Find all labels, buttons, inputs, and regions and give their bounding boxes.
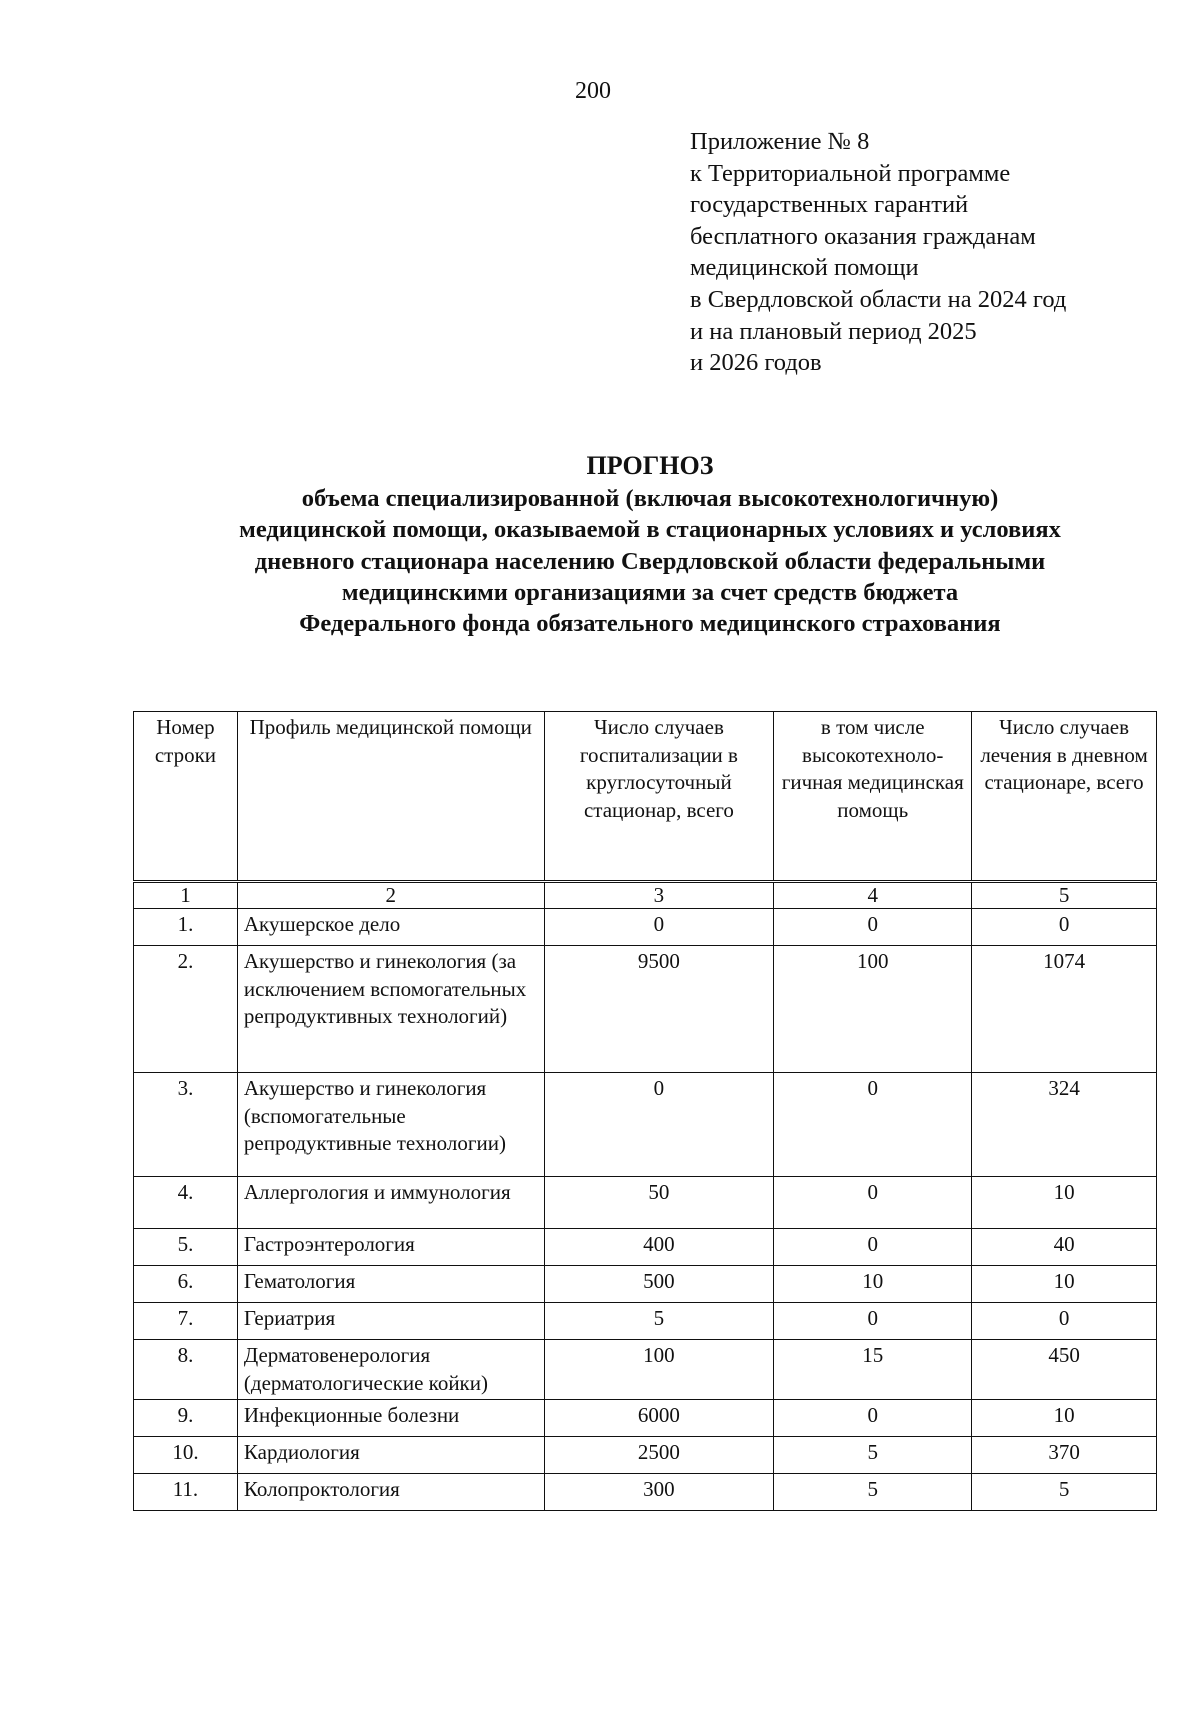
day-hospital-cell: 0 [972, 1303, 1157, 1340]
hospitalization-cell: 400 [544, 1229, 774, 1266]
profile-cell: Гастроэнтерология [237, 1229, 544, 1266]
table-row [134, 1177, 1157, 1229]
table-row [134, 1400, 1157, 1437]
hospitalization-cell: 0 [544, 1073, 774, 1177]
day-hospital-cell: 450 [972, 1340, 1157, 1400]
hospitalization-cell: 9500 [544, 946, 774, 1073]
appendix-note [690, 126, 1190, 379]
hospitalization-cell: 50 [544, 1177, 774, 1229]
row-number-cell: 6. [134, 1266, 238, 1303]
profile-cell: Гематология [237, 1266, 544, 1303]
header-profile: Профиль медицинской помощи [237, 712, 544, 882]
row-number-cell: 9. [134, 1400, 238, 1437]
column-number: 2 [237, 882, 544, 909]
profile-cell: Акушерство и гинекология (за исключением вспомогательных репродуктивных технологий) [237, 946, 544, 1073]
profile-cell: Аллергология и иммунология [237, 1177, 544, 1229]
row-number-cell: 3. [134, 1073, 238, 1177]
appendix-line: медицинской помощи [690, 254, 919, 282]
title-line: Федерального фонда обязательного медицинского страхования [299, 610, 1001, 638]
hightech-cell: 5 [774, 1474, 972, 1511]
hightech-cell: 0 [774, 909, 972, 946]
hospitalization-cell: 5 [544, 1303, 774, 1340]
title-line: медицинской помощи, оказываемой в стационарных условиях и условиях [239, 516, 1061, 544]
column-number: 1 [134, 882, 238, 909]
document-title [150, 450, 1150, 639]
day-hospital-cell: 40 [972, 1229, 1157, 1266]
header-hospitalization: Число случаев госпитализации в круглосуточный стационар, всего [544, 712, 774, 882]
profile-cell: Колопроктология [237, 1474, 544, 1511]
hospitalization-cell: 500 [544, 1266, 774, 1303]
hospitalization-cell: 300 [544, 1474, 774, 1511]
header-day-hospital: Число случаев лечения в дневном стационаре, всего [972, 712, 1157, 882]
hightech-cell: 0 [774, 1400, 972, 1437]
profile-cell: Гериатрия [237, 1303, 544, 1340]
day-hospital-cell: 10 [972, 1400, 1157, 1437]
appendix-line: государственных гарантий [690, 191, 969, 219]
column-number-row [134, 882, 1157, 909]
profile-cell: Инфекционные болезни [237, 1400, 544, 1437]
row-number-cell: 2. [134, 946, 238, 1073]
table-header-row [134, 712, 1157, 882]
hightech-cell: 0 [774, 1073, 972, 1177]
title-line: объема специализированной (включая высокотехнологичную) [301, 485, 999, 513]
hightech-cell: 0 [774, 1229, 972, 1266]
table-row [134, 1340, 1157, 1400]
day-hospital-cell: 10 [972, 1177, 1157, 1229]
table-row [134, 1073, 1157, 1177]
row-number-cell: 1. [134, 909, 238, 946]
table-row [134, 909, 1157, 946]
row-number-cell: 10. [134, 1437, 238, 1474]
day-hospital-cell: 1074 [972, 946, 1157, 1073]
hospitalization-cell: 0 [544, 909, 774, 946]
day-hospital-cell: 5 [972, 1474, 1157, 1511]
column-number: 3 [544, 882, 774, 909]
row-number-cell: 11. [134, 1474, 238, 1511]
day-hospital-cell: 370 [972, 1437, 1157, 1474]
appendix-line: и 2026 годов [690, 349, 822, 377]
profile-cell: Акушерское дело [237, 909, 544, 946]
table-row [134, 1229, 1157, 1266]
table-row [134, 946, 1157, 1073]
table-row [134, 1474, 1157, 1511]
profile-cell: Акушерство и гинекология (вспомогательные репродуктивные технологии) [237, 1073, 544, 1177]
appendix-line: Приложение № 8 [690, 128, 870, 155]
day-hospital-cell: 10 [972, 1266, 1157, 1303]
profile-cell: Кардиология [237, 1437, 544, 1474]
appendix-line: в Свердловской области на 2024 год [690, 285, 1067, 313]
table-row [134, 1266, 1157, 1303]
appendix-line: и на плановый период 2025 [690, 317, 977, 345]
title-main: ПРОГНОЗ [586, 451, 714, 480]
row-number-cell: 4. [134, 1177, 238, 1229]
table-row [134, 1437, 1157, 1474]
header-row-number: Номер строки [134, 712, 238, 882]
hospitalization-cell: 6000 [544, 1400, 774, 1437]
column-number: 5 [972, 882, 1157, 909]
title-line: медицинскими организациями за счет средств бюджета [341, 578, 959, 606]
hightech-cell: 0 [774, 1177, 972, 1229]
hightech-cell: 15 [774, 1340, 972, 1400]
row-number-cell: 5. [134, 1229, 238, 1266]
profile-cell: Дерматовенерология (дерматологические койки) [237, 1340, 544, 1400]
appendix-line: к Территориальной программе [690, 159, 1011, 187]
title-line: дневного стационара населению Свердловской области федеральными [254, 547, 1046, 575]
day-hospital-cell: 0 [972, 909, 1157, 946]
hightech-cell: 100 [774, 946, 972, 1073]
hightech-cell: 5 [774, 1437, 972, 1474]
row-number-cell: 8. [134, 1340, 238, 1400]
row-number-cell: 7. [134, 1303, 238, 1340]
forecast-table [133, 711, 1157, 1511]
table-row [134, 1303, 1157, 1340]
hightech-cell: 0 [774, 1303, 972, 1340]
column-number: 4 [774, 882, 972, 909]
day-hospital-cell: 324 [972, 1073, 1157, 1177]
page-number: 200 [575, 78, 611, 104]
hospitalization-cell: 2500 [544, 1437, 774, 1474]
header-hightech: в том числе высокотехноло-гичная медицинская помощь [774, 712, 972, 882]
appendix-line: бесплатного оказания гражданам [690, 222, 1036, 250]
hightech-cell: 10 [774, 1266, 972, 1303]
hospitalization-cell: 100 [544, 1340, 774, 1400]
